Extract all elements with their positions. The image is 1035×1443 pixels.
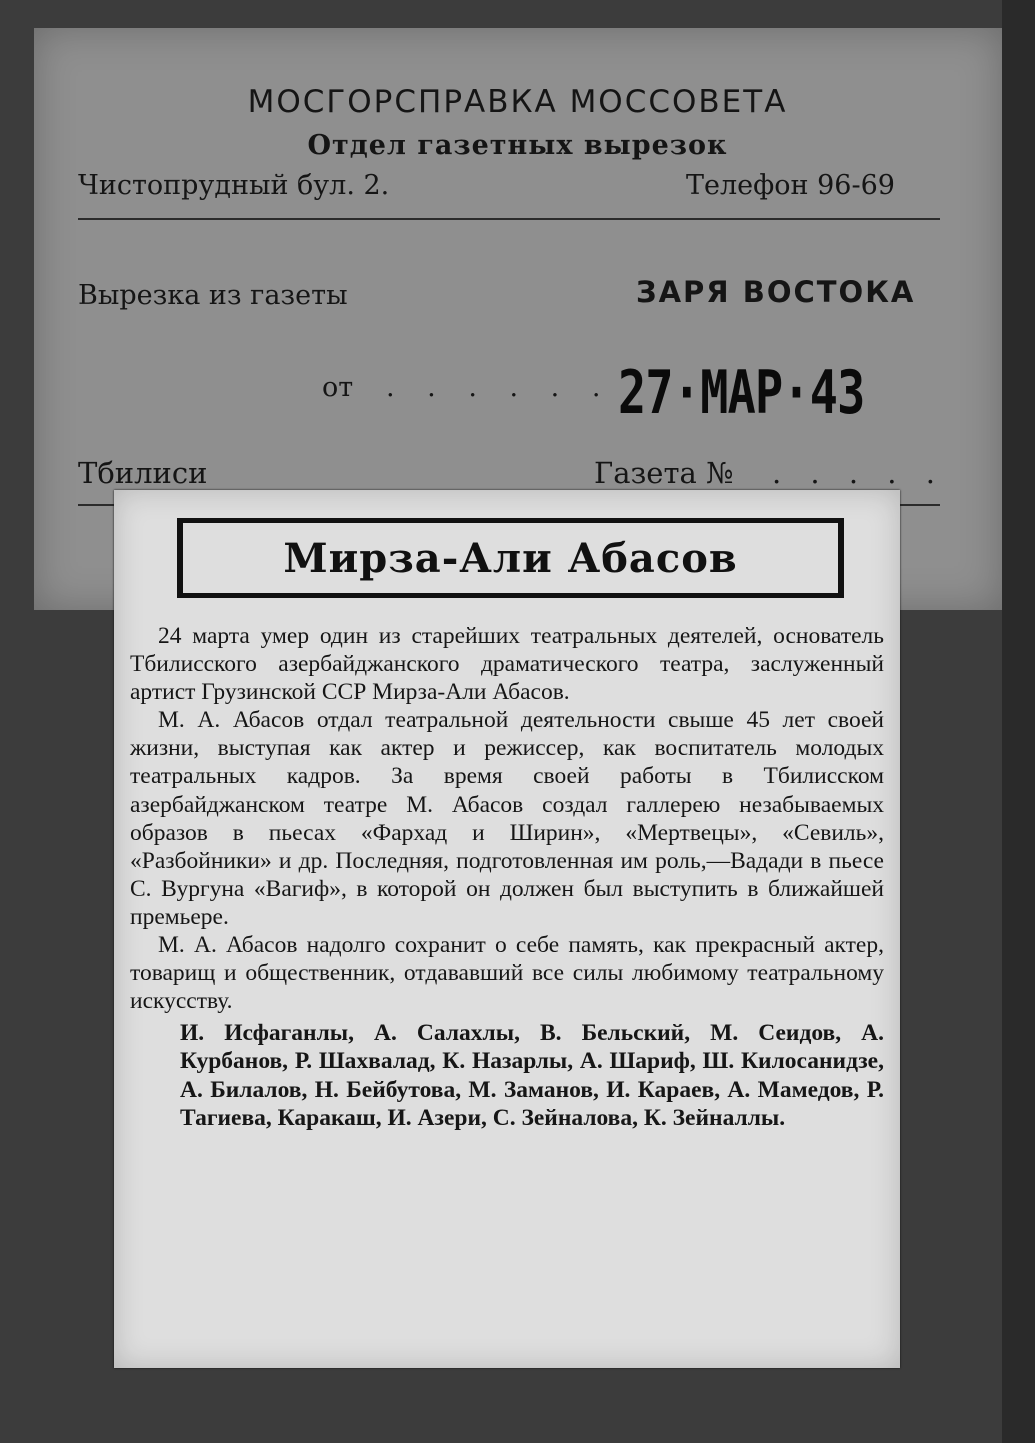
- newspaper-clipping: [114, 490, 900, 1368]
- address: Чистопрудный бул. 2.: [78, 170, 390, 201]
- article-paragraph: М. А. Абасов надолго сохранит о себе память, как прекрасный актер, товарищ и общественник, отдававший все силы любимому театральному искусству.: [130, 932, 884, 1015]
- city-label: Тбилиси: [78, 456, 208, 490]
- date-dots: . . . . . .: [386, 372, 613, 403]
- date-stamp: 27·МАР·43: [618, 358, 865, 428]
- background-edge: [1002, 0, 1035, 1443]
- header-divider: [78, 218, 940, 220]
- clipping-label: Вырезка из газеты: [78, 280, 348, 311]
- headline-frame: [177, 518, 844, 598]
- article-paragraph: 24 марта умер один из старейших театральных деятелей, основатель Тбилисского азербайджанского драматического театра, заслуженный артист Грузинской ССР Мирза-Али Абасов.: [130, 623, 884, 706]
- issue-dots: . . . . .: [772, 456, 945, 490]
- article-paragraph: М. А. Абасов отдал театральной деятельности свыше 45 лет своей жизни, выступая как актер и режиссер, как воспитатель молодых театральных кадров. За время своей работы в Тбилисском азербайджанском театре М. Абасов создал галлерею незабываемых образов в пьесах «Фархад и Ширин», «Мертвецы», «Севиль», «Разбойники» и др. Последняя, подготовленная им роль,—Вадади в пьесе С. Вургуна «Вагиф», в которой он должен был выступить в ближайшей премьере.: [130, 707, 884, 930]
- phone-number: Телефон 96-69: [686, 170, 895, 201]
- department-name: Отдел газетных вырезок: [307, 130, 728, 161]
- agency-name: МОСГОРСПРАВКА МОССОВЕТА: [247, 84, 788, 120]
- date-label: от: [322, 372, 354, 403]
- article-body: [130, 622, 884, 1132]
- article-headline: Мирза-Али Абасов: [283, 535, 738, 582]
- issue-label: Газета №: [594, 456, 734, 490]
- newspaper-name: ЗАРЯ ВОСТОКА: [636, 275, 916, 309]
- signatories: И. Исфаганлы, А. Салахлы, В. Бельский, М. Сеидов, А. Курбанов, Р. Шахвалад, К. Назарлы, А. Шариф, Ш. Килосанидзе, А. Билалов, Н. Бейбутова, М. Заманов, И. Караев, А. Мамедов, Р. Тагиева, Каракаш, И. Азери, С. Зейналова, К. Зейналлы.: [180, 1020, 884, 1131]
